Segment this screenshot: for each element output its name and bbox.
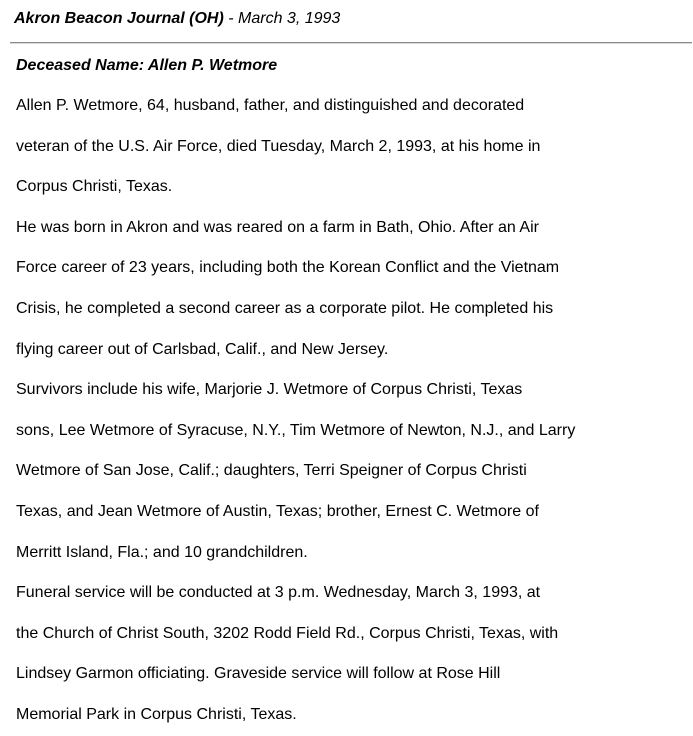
text-line: Survivors include his wife, Marjorie J. Wetmore of Corpus Christi, Texas [16,381,523,399]
article-header [14,9,340,29]
text-line: Wetmore of San Jose, Calif.; daughters, Terri Speigner of Corpus Christi [16,462,527,480]
text-line: sons, Lee Wetmore of Syracuse, N.Y., Tim Wetmore of Newton, N.J., and Larry [16,421,576,439]
text-line: veteran of the U.S. Air Force, died Tuesday, March 2, 1993, at his home in [16,137,541,155]
text-line: Lindsey Garmon officiating. Graveside service will follow at Rose Hill [16,665,501,683]
text-line: Corpus Christi, Texas. [16,178,173,196]
text-line: He was born in Akron and was reared on a farm in Bath, Ohio. After an Air [16,218,539,236]
text-line: Merritt Island, Fla.; and 10 grandchildren. [16,543,308,561]
paragraph-survivors [16,370,686,573]
deceased-name-heading: Deceased Name: Allen P. Wetmore [16,57,278,74]
publication-name: Akron Beacon Journal (OH) [14,10,224,27]
text-line: Texas, and Jean Wetmore of Austin, Texas; brother, Ernest C. Wetmore of [16,502,539,520]
paragraph-funeral-service [16,573,686,735]
text-line: the Church of Christ South, 3202 Rodd Field Rd., Corpus Christi, Texas, with [16,624,559,642]
text-line: Funeral service will be conducted at 3 p.m. Wednesday, March 3, 1993, at [16,584,541,602]
header-divider [10,42,692,44]
paragraph-death-notice [16,86,686,208]
text-line: Force career of 23 years, including both the Korean Conflict and the Vietnam [16,259,560,277]
text-line: Crisis, he completed a second career as a corporate pilot. He completed his [16,299,554,317]
text-line: Allen P. Wetmore, 64, husband, father, and distinguished and decorated [16,97,525,114]
publication-date: March 3, 1993 [238,10,341,27]
paragraph-biography [16,208,686,370]
text-line: flying career out of Carlsbad, Calif., and New Jersey. [16,340,389,358]
header-separator: - [223,10,239,27]
text-line: Memorial Park in Corpus Christi, Texas. [16,705,297,723]
obituary-body [16,86,686,736]
